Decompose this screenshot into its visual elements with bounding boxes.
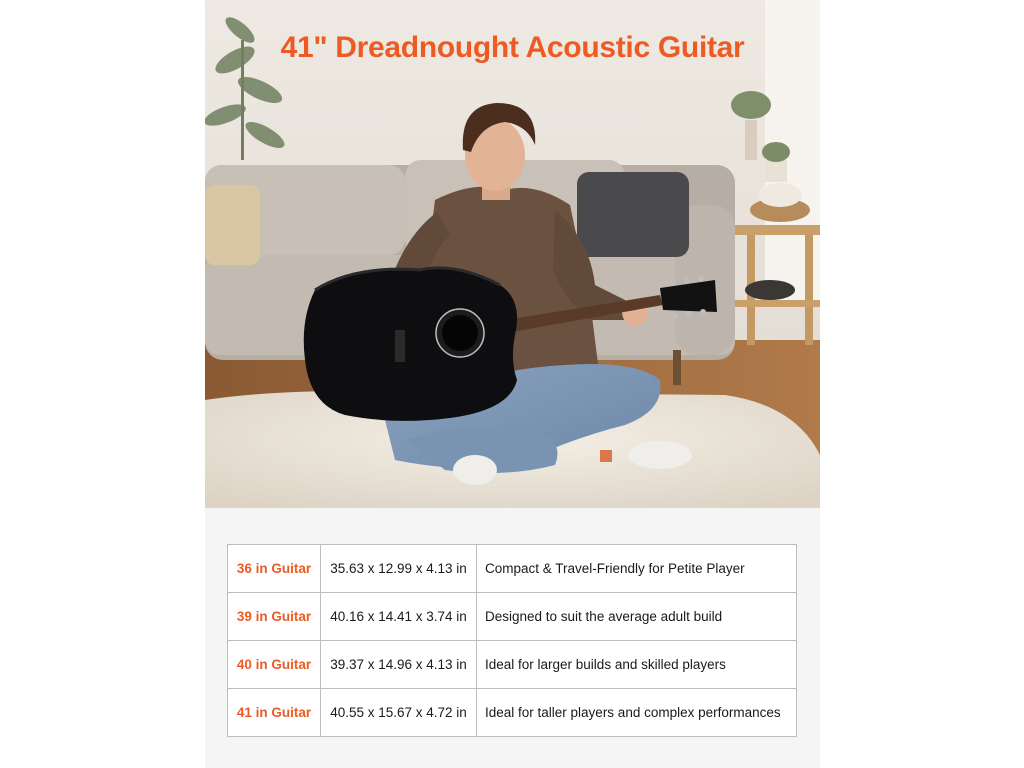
dimensions-cell: 40.16 x 14.41 x 3.74 in <box>321 593 477 641</box>
dimensions-cell: 39.37 x 14.96 x 4.13 in <box>321 641 477 689</box>
dimensions-cell: 40.55 x 15.67 x 4.72 in <box>321 689 477 737</box>
dimensions-cell: 35.63 x 12.99 x 4.13 in <box>321 545 477 593</box>
model-size-cell: 40 in Guitar <box>228 641 321 689</box>
table-row <box>228 545 797 593</box>
table-row <box>228 641 797 689</box>
model-size-cell: 39 in Guitar <box>228 593 321 641</box>
table-row <box>228 593 797 641</box>
model-size-cell: 41 in Guitar <box>228 689 321 737</box>
product-panel <box>205 0 820 768</box>
page-title: 41" Dreadnought Acoustic Guitar <box>280 31 745 64</box>
description-cell: Compact & Travel-Friendly for Petite Player <box>477 545 797 593</box>
guitar-player-photo <box>205 0 820 508</box>
model-size-cell: 36 in Guitar <box>228 545 321 593</box>
hero-photo <box>205 0 820 508</box>
description-cell: Ideal for larger builds and skilled players <box>477 641 797 689</box>
guitar-size-comparison-table <box>227 544 797 737</box>
description-cell: Designed to suit the average adult build <box>477 593 797 641</box>
description-cell: Ideal for taller players and complex performances <box>477 689 797 737</box>
table-row <box>228 689 797 737</box>
